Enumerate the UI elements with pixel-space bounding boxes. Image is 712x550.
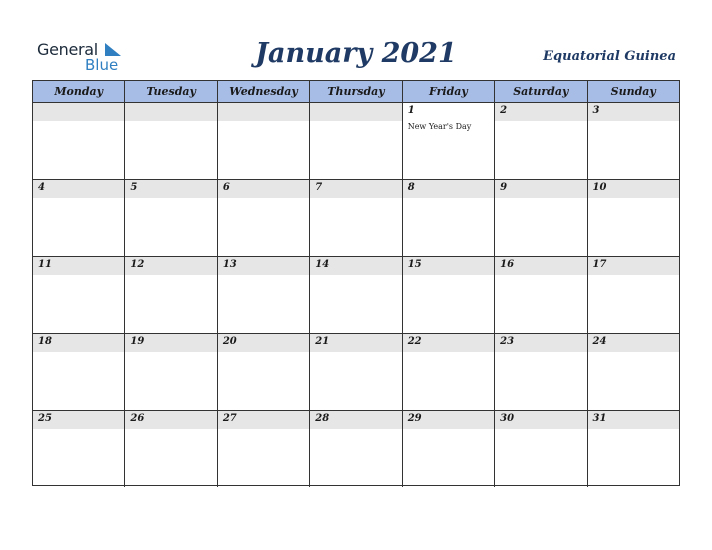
day-number: 8 <box>407 182 415 193</box>
logo-word-blue: Blue <box>85 56 119 74</box>
day-cell <box>403 103 495 179</box>
day-number: 28 <box>315 413 330 424</box>
day-number: 4 <box>38 182 45 193</box>
day-cell <box>33 257 125 333</box>
day-cell <box>588 103 679 179</box>
country-name: Equatorial Guinea <box>543 49 676 64</box>
day-cell <box>125 257 217 333</box>
day-number: 9 <box>500 182 508 193</box>
day-cell <box>33 334 125 410</box>
day-cell <box>403 257 495 333</box>
day-cell <box>495 103 587 179</box>
day-number: 27 <box>222 413 237 424</box>
day-cell <box>218 411 310 487</box>
weekday-header: Saturday <box>495 81 587 102</box>
day-number: 31 <box>592 413 607 424</box>
day-cell <box>218 103 310 179</box>
day-number: 22 <box>407 336 422 347</box>
day-number: 1 <box>407 105 415 116</box>
weekday-header: Wednesday <box>218 81 310 102</box>
day-number: 10 <box>592 182 607 193</box>
day-cell <box>125 103 217 179</box>
day-cell <box>310 180 402 256</box>
weekday-header-row <box>33 81 679 103</box>
day-number: 19 <box>130 336 145 347</box>
day-cell <box>33 103 125 179</box>
day-cell <box>310 257 402 333</box>
logo-word-general: General <box>37 40 98 59</box>
day-cell <box>495 180 587 256</box>
day-number: 18 <box>38 336 52 347</box>
day-cell <box>310 334 402 410</box>
week-row <box>33 103 679 180</box>
day-cell <box>588 334 679 410</box>
day-cell <box>218 334 310 410</box>
day-cell <box>403 334 495 410</box>
day-number: 7 <box>315 182 323 193</box>
day-number: 26 <box>130 413 145 424</box>
weekday-header: Thursday <box>310 81 402 102</box>
weekday-header: Sunday <box>610 85 656 98</box>
day-cell <box>588 180 679 256</box>
day-cell <box>495 334 587 410</box>
day-cell <box>588 257 679 333</box>
day-cell <box>495 257 587 333</box>
week-row <box>33 257 679 334</box>
day-number: 14 <box>315 259 330 270</box>
weekday-header: Monday <box>33 81 125 102</box>
day-cell <box>495 411 587 487</box>
day-cell <box>310 411 402 487</box>
holiday-label: New Year's Day <box>407 122 472 131</box>
day-cell <box>588 411 679 487</box>
weekday-header: Friday <box>403 81 495 102</box>
day-number: 17 <box>592 259 607 270</box>
day-cell <box>310 103 402 179</box>
day-cell <box>403 180 495 256</box>
day-number: 16 <box>500 259 515 270</box>
day-cell <box>125 334 217 410</box>
day-number: 11 <box>38 259 52 270</box>
day-number: 15 <box>407 259 422 270</box>
calendar-grid <box>32 80 680 486</box>
day-number: 21 <box>315 336 330 347</box>
day-cell <box>125 180 217 256</box>
day-number: 5 <box>130 182 138 193</box>
week-row <box>33 334 679 411</box>
day-number: 20 <box>222 336 237 347</box>
day-number: 30 <box>500 413 515 424</box>
day-number: 2 <box>500 105 508 116</box>
day-cell <box>403 411 495 487</box>
day-number: 12 <box>130 259 145 270</box>
day-number: 13 <box>222 259 237 270</box>
day-number: 25 <box>38 413 52 424</box>
day-number: 3 <box>592 105 600 116</box>
calendar-title: January 2021 <box>255 38 457 69</box>
day-number: 29 <box>407 413 422 424</box>
day-cell <box>125 411 217 487</box>
day-number: 24 <box>592 336 607 347</box>
day-number: 6 <box>222 182 230 193</box>
weekday-header: Tuesday <box>125 81 217 102</box>
day-cell <box>33 180 125 256</box>
day-cell <box>218 257 310 333</box>
day-cell <box>218 180 310 256</box>
week-row <box>33 411 679 487</box>
day-number: 23 <box>500 336 515 347</box>
day-cell <box>33 411 125 487</box>
week-row <box>33 180 679 257</box>
